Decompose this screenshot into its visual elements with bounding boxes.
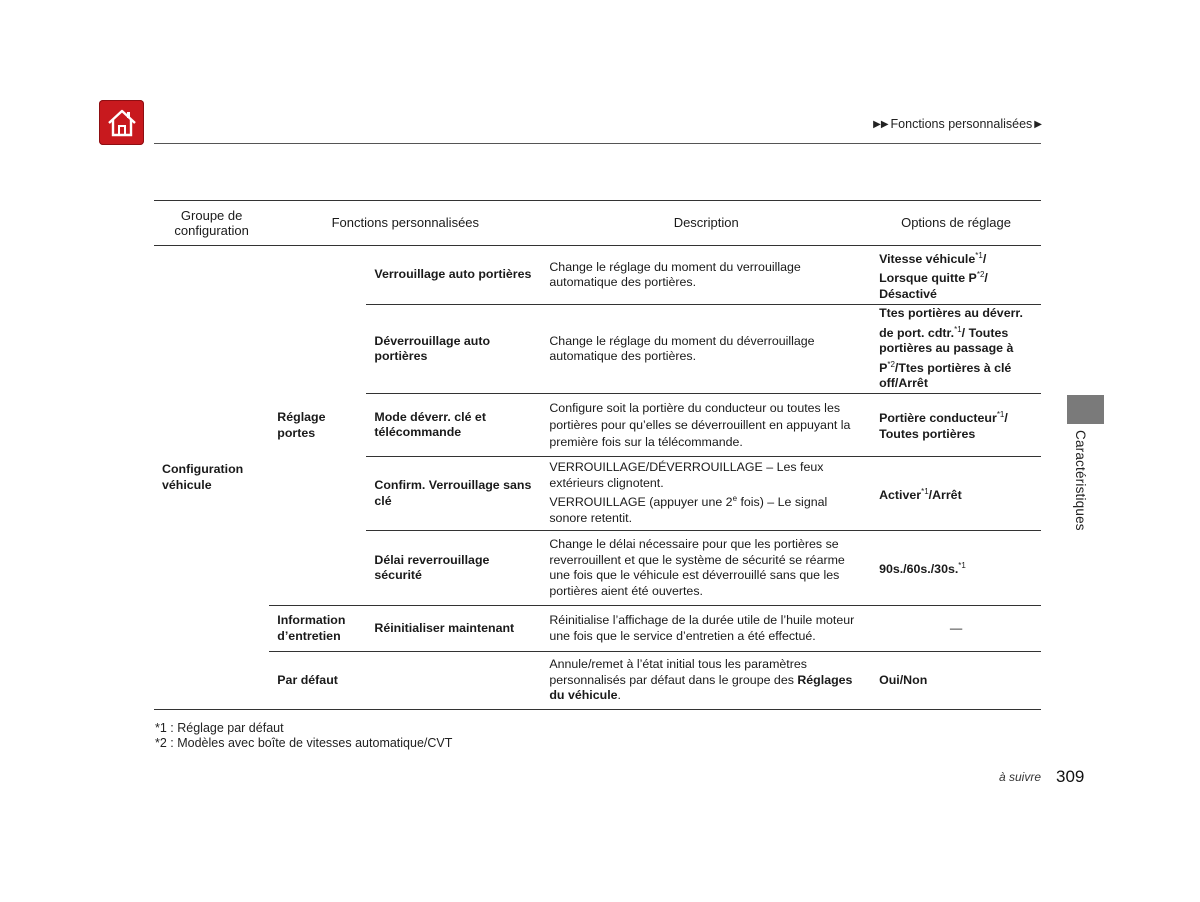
- option-value: Arrêt: [898, 376, 928, 391]
- description-cell: Change le délai nécessaire pour que les portières se reverrouillent et que le système de sécurité se réarme une fois que le véhicule est déverrouillé sans que les portières aient été ouvertes.: [541, 531, 871, 606]
- table-row: [154, 652, 1041, 710]
- description-cell: [541, 457, 871, 531]
- description-text: fois) – Le signal sonore retentit.: [549, 495, 828, 526]
- footnotes: [155, 721, 452, 751]
- option-value: Toutes portières: [879, 427, 976, 442]
- option-value: Toutes portières au passage à P: [879, 325, 1014, 375]
- footnote-2: *2 : Modèles avec boîte de vitesses automatique/CVT: [155, 736, 453, 750]
- page-number: 309: [1056, 767, 1085, 786]
- breadcrumb-text[interactable]: Fonctions personnalisées: [890, 117, 1033, 131]
- footnote-marker: *2: [976, 270, 985, 280]
- description-cell: Configure soit la portière du conducteur ou toutes les portières pour qu’elles se déverrouillent en appuyant la première fois sur la télécommande.: [541, 394, 871, 457]
- option-value: Ttes portières au déverr. de port. cdtr.: [879, 306, 1023, 340]
- description-cell: Réinitialise l’affichage de la durée utile de l’huile moteur une fois que le service d’entretien a été effectué.: [541, 606, 871, 652]
- footnote-marker: *1: [921, 486, 929, 496]
- function-cell: Verrouillage auto portières: [366, 246, 541, 305]
- footnote-marker: *1: [975, 250, 983, 260]
- function-cell: Délai reverrouillage sécurité: [366, 531, 541, 606]
- header-description: Description: [541, 201, 871, 246]
- home-icon: [105, 106, 139, 140]
- table-row: [154, 246, 1041, 305]
- continue-note: à suivre: [999, 770, 1042, 784]
- table-header-row: [154, 201, 1041, 246]
- header-options: Options de réglage: [871, 201, 1041, 246]
- breadcrumb[interactable]: [873, 117, 1042, 131]
- description-cell: Change le réglage du moment du verrouillage automatique des portières.: [541, 246, 871, 305]
- settings-table: [154, 200, 1041, 710]
- header-functions: Fonctions personnalisées: [269, 201, 541, 246]
- function-cell: [366, 652, 541, 710]
- options-cell: [871, 531, 1041, 606]
- superscript: e: [732, 494, 738, 504]
- footnote-1: *1 : Réglage par défaut: [155, 721, 284, 735]
- header-group: Groupe de configuration: [154, 201, 269, 246]
- breadcrumb-arrows-icon: ▶▶: [873, 118, 889, 130]
- options-cell: Portière conducteur$^{*1}$/ Toutes portières: [871, 394, 1041, 457]
- option-value: 90s./60s./30s.: [879, 562, 959, 577]
- description-text: Annule/remet à l’état initial tous les paramètres personnalisés par défaut dans le groupe des: [549, 657, 807, 687]
- option-value: Activer: [879, 487, 922, 502]
- description-bold: Réglages du véhicule: [549, 672, 853, 703]
- option-value: Portière conducteur: [879, 411, 997, 426]
- options-cell: Activer$^{*1}$/Arrêt: [871, 457, 1041, 531]
- description-cell: [541, 652, 871, 710]
- options-cell: Ttes portières au déverr. de port. cdtr.$^{*1}$/ Toutes portières au passage à $P^{*2}$/Ttes portières à clé off/Arrêt: [871, 305, 1041, 394]
- footnote-marker: *1: [954, 324, 962, 334]
- group-cell: Configuration véhicule: [154, 246, 269, 710]
- breadcrumb-tail-icon: ▶: [1034, 118, 1042, 130]
- option-value: Ttes portières à clé off: [879, 360, 1012, 391]
- function-cell: Mode déverr. clé et télécommande: [366, 394, 541, 457]
- subgroup-cell: Information d’entretien: [269, 606, 366, 652]
- footnote-marker: *2: [887, 359, 895, 369]
- option-value: Désactivé: [879, 286, 937, 301]
- footnote-marker: *1: [996, 410, 1005, 420]
- function-cell: Déverrouillage auto portières: [366, 305, 541, 394]
- description-cell: Change le réglage du moment du déverrouillage automatique des portières.: [541, 305, 871, 394]
- subgroup-cell: Réglage portes: [277, 410, 326, 440]
- options-cell: Oui/Non: [871, 652, 1041, 710]
- description-text: .: [617, 688, 621, 703]
- options-cell: Vitesse véhicule$^{*1}$/ Lorsque quitte $P^{*2}/$ Désactivé: [871, 246, 1041, 305]
- function-cell: Réinitialiser maintenant: [366, 606, 541, 652]
- subgroup-cell: Par défaut: [269, 652, 366, 710]
- option-value: Lorsque quitte P: [879, 271, 977, 286]
- side-tab-label[interactable]: Caractéristiques: [1073, 430, 1088, 531]
- options-cell: —: [871, 606, 1041, 652]
- option-value: Vitesse véhicule: [879, 251, 976, 266]
- option-value: Non: [903, 672, 928, 687]
- table-row: [154, 606, 1041, 652]
- option-value: Arrêt: [932, 487, 962, 502]
- home-button[interactable]: [99, 100, 144, 145]
- side-tab-marker: [1067, 395, 1104, 424]
- function-cell: Confirm. Verrouillage sans clé: [366, 457, 541, 531]
- header-divider: [154, 143, 1041, 144]
- description-text: VERROUILLAGE (appuyer une 2: [549, 495, 733, 510]
- description-text: VERROUILLAGE/DÉVERROUILLAGE – Les feux extérieurs clignotent.: [549, 460, 824, 490]
- option-value: Oui: [879, 672, 900, 687]
- footnote-marker: *1: [958, 561, 966, 571]
